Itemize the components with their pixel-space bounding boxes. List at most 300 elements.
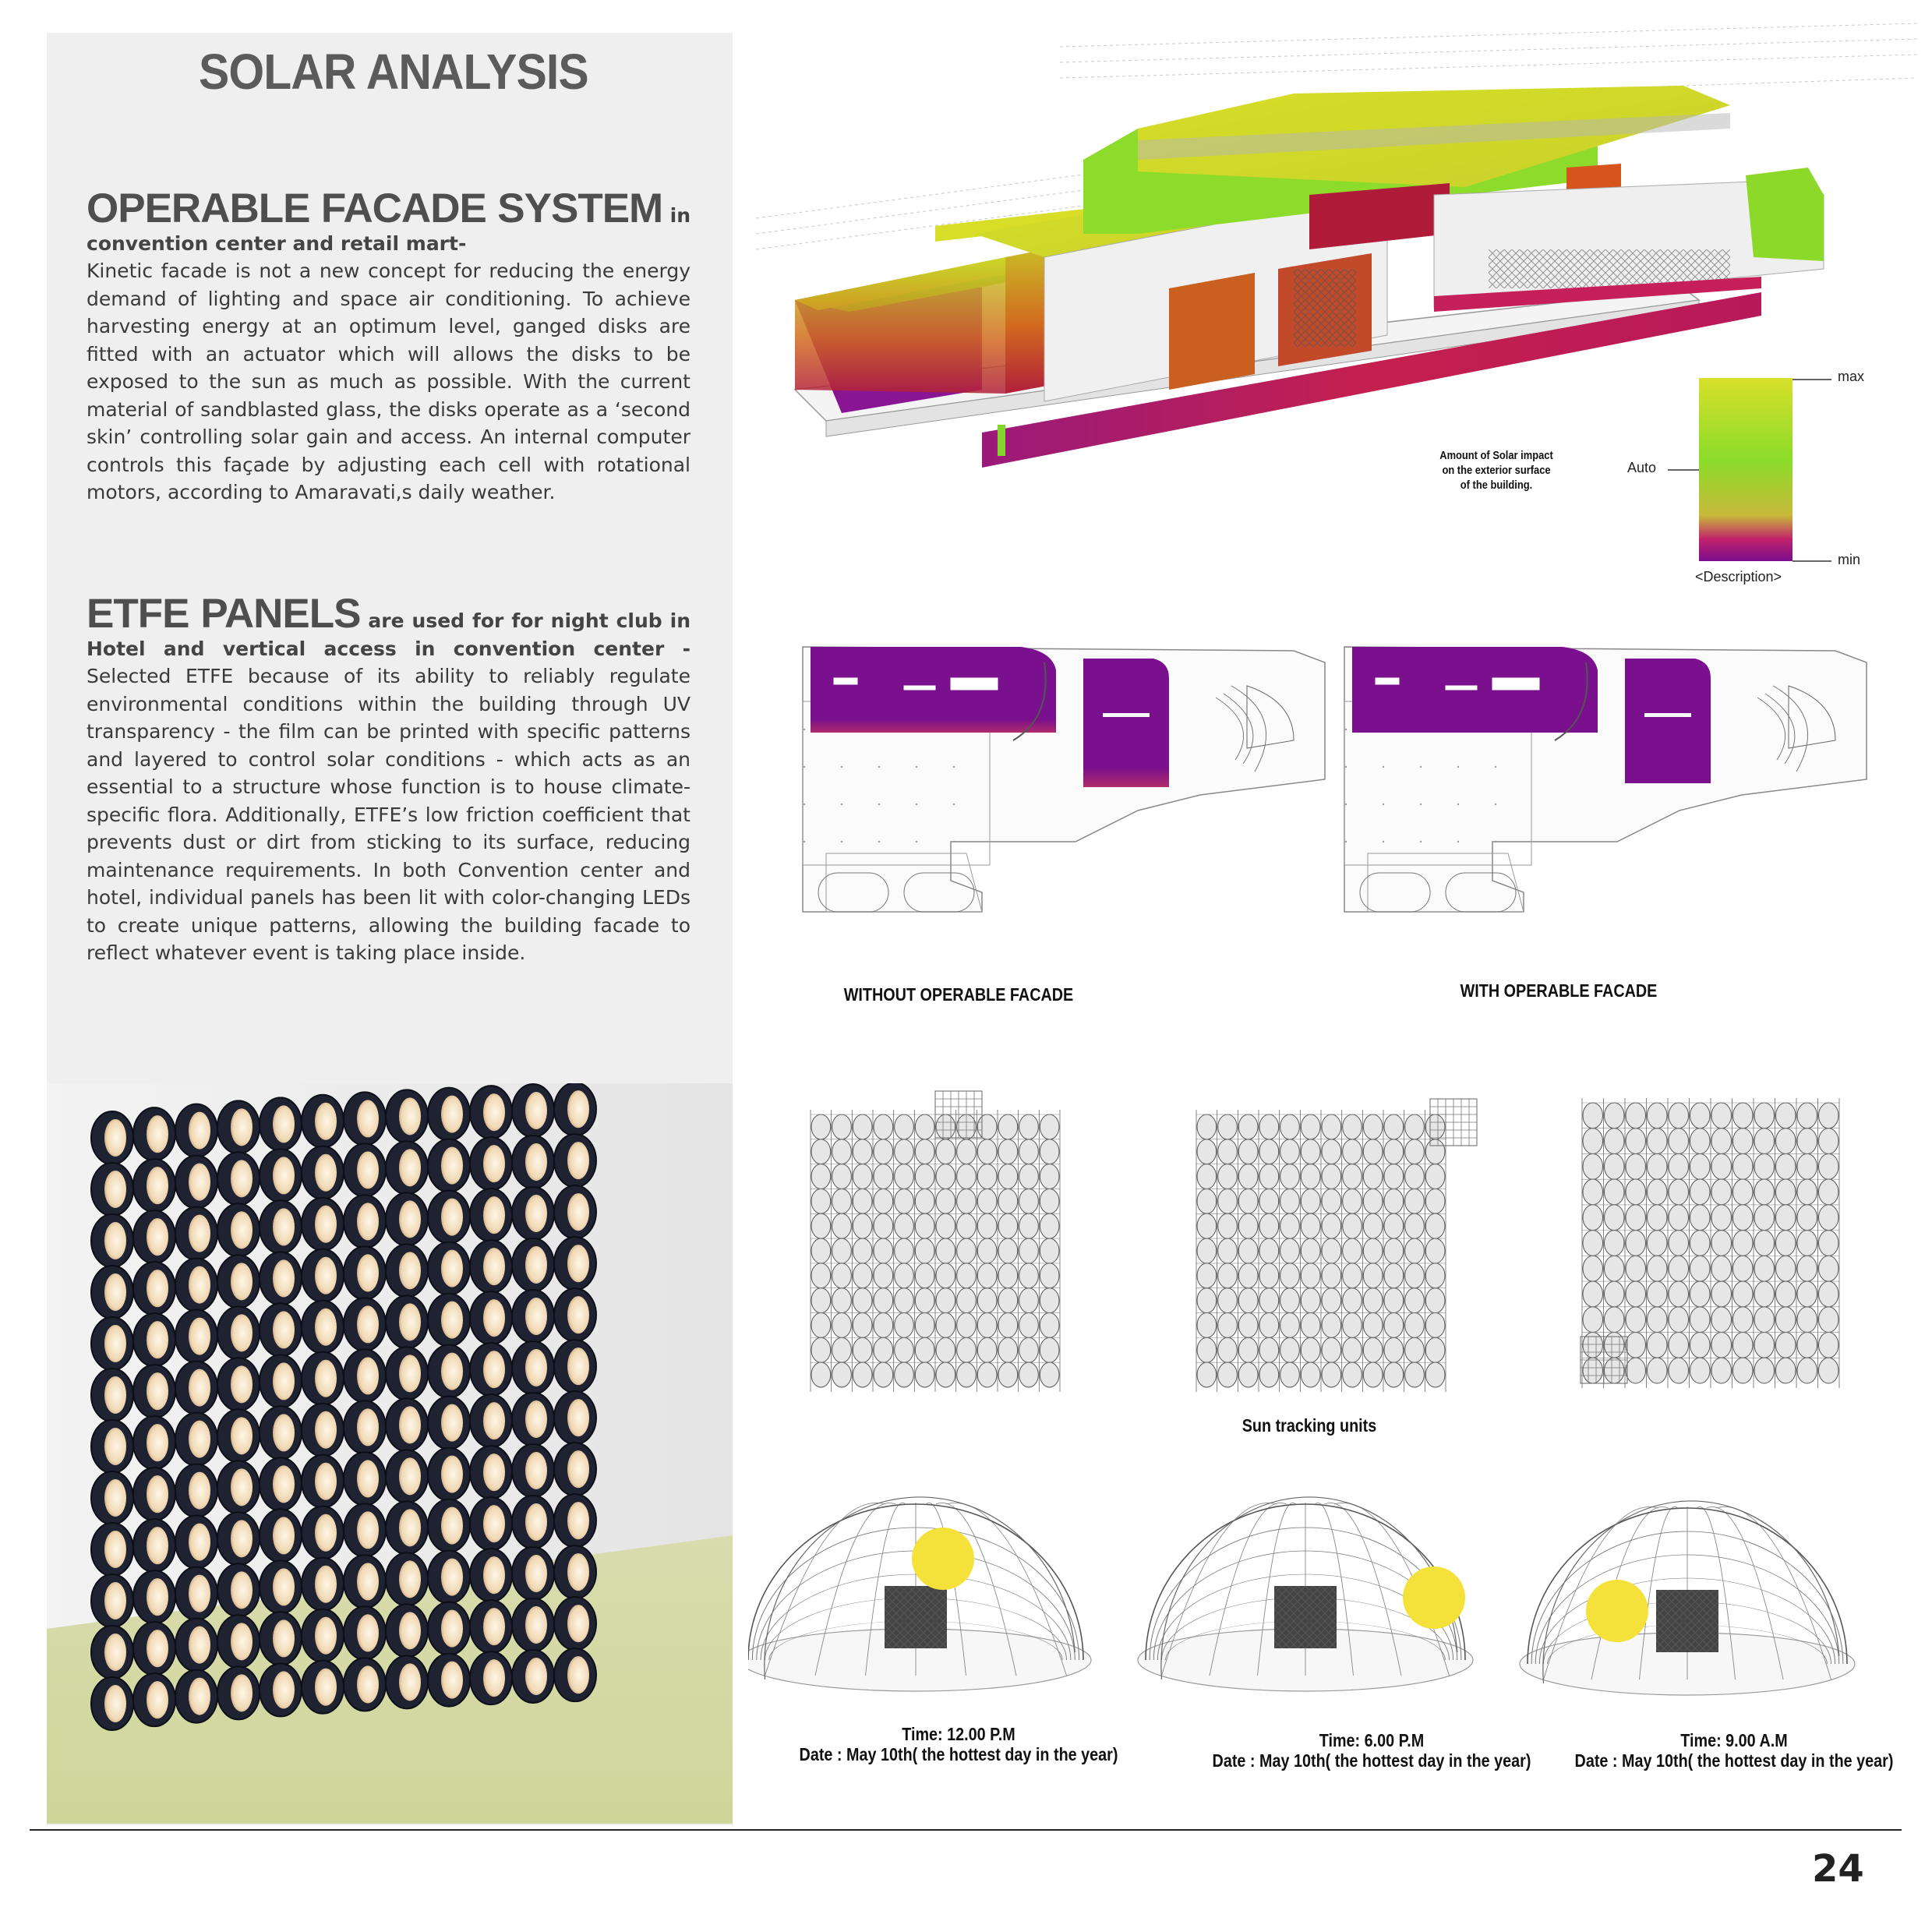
tracking-disk — [936, 1238, 955, 1263]
tracking-disk — [1776, 1281, 1796, 1307]
tracking-disk — [1605, 1128, 1625, 1154]
tracking-disk — [936, 1313, 955, 1338]
tracking-disk — [1259, 1238, 1279, 1263]
facade-disk — [428, 1602, 470, 1655]
tracking-disk — [1218, 1139, 1238, 1164]
tracking-disk — [1626, 1179, 1646, 1205]
tracking-disk — [1648, 1179, 1668, 1205]
tracking-disk — [1363, 1164, 1383, 1189]
tracking-disk — [1605, 1231, 1625, 1256]
tracking-disk — [915, 1313, 934, 1338]
tracking-disk — [1301, 1288, 1320, 1313]
tracking-disk — [1776, 1179, 1796, 1205]
facade-disk — [133, 1107, 175, 1160]
tracking-disk — [1197, 1164, 1217, 1189]
tracking-disk — [1776, 1231, 1796, 1256]
tracking-disk — [977, 1337, 997, 1362]
tracking-disk — [1626, 1231, 1646, 1256]
tracking-disk — [1218, 1189, 1238, 1213]
scene-morning-time: Time: 9.00 A.M — [1680, 1730, 1788, 1750]
tracking-disk — [1797, 1256, 1817, 1281]
facade-disk — [428, 1499, 470, 1552]
tracking-disk — [957, 1263, 977, 1288]
facade-disk — [91, 1369, 133, 1422]
operable-facade-lead: in convention center and retail mart- — [87, 204, 691, 255]
facade-disk — [175, 1516, 217, 1569]
facade-disk — [554, 1083, 596, 1136]
facade-disk — [554, 1134, 596, 1187]
tracking-disk — [1322, 1139, 1341, 1164]
scene-morning-caption — [1574, 1730, 1895, 1771]
facade-disk — [133, 1673, 175, 1726]
facade-disk — [302, 1455, 344, 1508]
facade-disk — [344, 1298, 386, 1351]
tracking-disk — [832, 1189, 852, 1213]
facade-disk — [260, 1149, 302, 1202]
tracking-disk — [1819, 1103, 1839, 1128]
scene-morning-date: Date : May 10th( the hottest day in the year) — [1574, 1750, 1894, 1771]
scene-noon-time: Time: 12.00 P.M — [902, 1724, 1015, 1744]
tracking-disk — [1776, 1307, 1796, 1333]
facade-disk — [554, 1545, 596, 1598]
facade-disk — [217, 1358, 260, 1411]
facade-disk — [133, 1570, 175, 1623]
tracking-disk — [1754, 1179, 1775, 1205]
tracking-disk — [957, 1313, 977, 1338]
scene-noon-caption — [758, 1724, 1160, 1764]
etfe-heading: ETFE PANELS — [87, 591, 361, 637]
facade-disk — [133, 1468, 175, 1521]
scene-evening-date: Date : May 10th( the hottest day in the year) — [1212, 1750, 1531, 1771]
tracking-disk — [1301, 1238, 1320, 1263]
tracking-disk — [1626, 1256, 1646, 1281]
tracking-disk — [1343, 1189, 1362, 1213]
facade-disk — [175, 1104, 217, 1157]
tracking-disk — [1197, 1362, 1217, 1387]
tracking-disk — [1197, 1238, 1217, 1263]
facade-disk — [428, 1654, 470, 1707]
facade-disk — [175, 1619, 217, 1672]
tracking-disk — [1648, 1281, 1668, 1307]
facade-disk — [428, 1397, 470, 1450]
facade-disk — [554, 1443, 596, 1496]
tracking-disk — [1819, 1333, 1839, 1358]
tracking-disk — [915, 1238, 934, 1263]
tracking-disk — [1019, 1313, 1039, 1338]
tracking-disk — [1690, 1358, 1711, 1383]
tracking-disk — [1259, 1313, 1279, 1338]
tracking-disk — [1384, 1288, 1404, 1313]
tracking-disk — [1019, 1164, 1039, 1189]
facade-disk — [428, 1345, 470, 1398]
tracking-disk — [853, 1288, 872, 1313]
tracking-disk — [1648, 1307, 1668, 1333]
facade-disk — [512, 1238, 554, 1291]
tracking-disk — [977, 1189, 997, 1213]
facade-disk — [175, 1413, 217, 1466]
facade-disk — [302, 1609, 344, 1662]
tracking-disk — [915, 1189, 934, 1213]
tracking-disk — [1754, 1205, 1775, 1231]
facade-disk — [302, 1404, 344, 1457]
tracking-disk — [811, 1164, 831, 1189]
tracking-disk — [1322, 1189, 1341, 1213]
tracking-disk — [1690, 1179, 1711, 1205]
tracking-disk — [1648, 1103, 1668, 1128]
tracking-disk — [1197, 1337, 1217, 1362]
tracking-disk — [1669, 1231, 1689, 1256]
tracking-disk — [1776, 1205, 1796, 1231]
tracking-disk — [998, 1288, 1018, 1313]
tracking-disk — [1197, 1313, 1217, 1338]
tracking-disk — [853, 1238, 872, 1263]
tracking-disk — [1218, 1337, 1238, 1362]
facade-disk — [260, 1406, 302, 1459]
facade-disk — [512, 1290, 554, 1343]
tracking-disk — [1733, 1128, 1754, 1154]
facade-disk — [302, 1558, 344, 1611]
tracking-disk — [1238, 1288, 1258, 1313]
tracking-disk — [853, 1139, 872, 1164]
tracking-disk — [1259, 1263, 1279, 1288]
tracking-disk — [915, 1337, 934, 1362]
tracking-disk — [936, 1288, 955, 1313]
tracking-disk — [1711, 1231, 1732, 1256]
tracking-disk — [936, 1139, 955, 1164]
tracking-disk — [1363, 1288, 1383, 1313]
tracking-disk — [1343, 1164, 1362, 1189]
tracking-disk — [1425, 1313, 1445, 1338]
sun-tracking-grid-2 — [1196, 1099, 1477, 1392]
facade-disk — [260, 1355, 302, 1407]
facade-disk — [470, 1137, 512, 1190]
tracking-disk — [1605, 1103, 1625, 1128]
tracking-disk — [1819, 1281, 1839, 1307]
tracking-disk — [1238, 1313, 1258, 1338]
solar-impact-note — [1403, 448, 1591, 493]
facade-disk — [428, 1191, 470, 1244]
tracking-disk — [936, 1263, 955, 1288]
tracking-disk — [1605, 1307, 1625, 1333]
tracking-disk — [1690, 1153, 1711, 1179]
tracking-disk — [1776, 1153, 1796, 1179]
tracking-disk — [1384, 1337, 1404, 1362]
tracking-disk — [998, 1337, 1018, 1362]
operable-facade-body: Kinetic facade is not a new concept for reducing the energy demand of lighting and space air conditioning. To achieve harvesting energy at an optimum level, ganged disks are fitted with an actuator which will allows the disks to be exposed to the sun as much as possible. With the current material of sandblasted glass, the disks operate as a ‘second skin’ controlling solar gain and access. An internal computer controls this façade by adjusting each cell with rotational motors, according to Amaravati,s daily weather. — [87, 260, 691, 503]
tracking-disk — [1343, 1114, 1362, 1139]
tracking-disk — [1648, 1128, 1668, 1154]
facade-disk — [512, 1136, 554, 1189]
tracking-disk — [1776, 1256, 1796, 1281]
facade-disk — [344, 1452, 386, 1505]
tracking-disk — [1733, 1333, 1754, 1358]
tracking-disk — [1197, 1139, 1217, 1164]
tracking-disk — [1669, 1358, 1689, 1383]
legend-min-label: min — [1838, 552, 1861, 567]
legend-description-label: <Description> — [1695, 569, 1782, 585]
tracking-disk — [1280, 1189, 1300, 1213]
tracking-disk — [1259, 1139, 1279, 1164]
tracking-disk — [1259, 1288, 1279, 1313]
tracking-disk — [895, 1263, 914, 1288]
tracking-disk — [1754, 1256, 1775, 1281]
tracking-disk — [1605, 1333, 1625, 1358]
tracking-disk — [811, 1288, 831, 1313]
tracking-disk — [1583, 1103, 1603, 1128]
facade-disk — [386, 1347, 428, 1400]
facade-disk — [217, 1563, 260, 1616]
tracking-disk — [1238, 1362, 1258, 1387]
tracking-disk — [832, 1238, 852, 1263]
legend-auto-label: Auto — [1627, 460, 1657, 475]
facade-disk — [217, 1409, 260, 1462]
facade-disk — [260, 1097, 302, 1150]
sun-path-dome-evening — [1138, 1497, 1473, 1691]
tracking-disk — [1754, 1358, 1775, 1383]
facade-disk — [133, 1313, 175, 1366]
tracking-disk — [1363, 1238, 1383, 1263]
tracking-disk — [998, 1313, 1018, 1338]
facade-disk — [554, 1340, 596, 1393]
tracking-disk — [1819, 1179, 1839, 1205]
tracking-disk — [1583, 1179, 1603, 1205]
tracking-disk — [1280, 1337, 1300, 1362]
tracking-disk — [1754, 1307, 1775, 1333]
facade-disk — [133, 1262, 175, 1315]
tracking-disk — [1384, 1213, 1404, 1238]
tracking-disk — [853, 1164, 872, 1189]
etfe-body: Selected ETFE because of its ability to reliably regulate environmental conditions within the building through UV transparency - the film can be printed with specific patterns and layered to control solar conditions - which acts as an essential to a structure whose function is to house climate-specific flora. Additionally, ETFE’s low friction coefficient that prevents dust or dirt from sticking to its surface, reducing maintenance requirements. In both Convention center and hotel, individual panels has been lit with color-changing LEDs to create unique patterns, allowing the building facade to reflect whatever event is taking place inside. — [87, 665, 691, 964]
page-number: 24 — [1812, 1847, 1864, 1891]
facade-disk — [133, 1210, 175, 1263]
tracking-disk — [1019, 1114, 1039, 1139]
tracking-disk — [1280, 1238, 1300, 1263]
etfe-paragraph — [87, 591, 691, 967]
facade-disk — [344, 1195, 386, 1248]
facade-disk — [91, 1163, 133, 1216]
disk-panel-model — [1656, 1590, 1718, 1652]
facade-disk — [217, 1306, 260, 1359]
etfe-lead: are used for for night club in Hotel and vertical access in convention center - — [87, 609, 691, 660]
tracking-disk — [1690, 1307, 1711, 1333]
facade-disk — [512, 1444, 554, 1497]
tracking-disk — [1711, 1358, 1732, 1383]
tracking-disk — [1754, 1333, 1775, 1358]
tracking-disk — [957, 1238, 977, 1263]
tracking-disk — [1605, 1179, 1625, 1205]
tracking-disk — [1384, 1164, 1404, 1189]
tracking-disk — [1797, 1358, 1817, 1383]
tracking-disk — [874, 1313, 893, 1338]
scene-evening-time: Time: 6.00 P.M — [1319, 1730, 1425, 1750]
tracking-disk — [1733, 1205, 1754, 1231]
tracking-disk — [1197, 1288, 1217, 1313]
tracking-disk — [1405, 1288, 1425, 1313]
tracking-disk — [1301, 1139, 1320, 1164]
tracking-disk — [1197, 1189, 1217, 1213]
tracking-disk — [874, 1114, 893, 1139]
tracking-disk — [1626, 1281, 1646, 1307]
tracking-disk — [1322, 1362, 1341, 1387]
facade-disk — [302, 1352, 344, 1405]
facade-disk — [217, 1512, 260, 1565]
facade-disk — [260, 1252, 302, 1305]
facade-disk — [217, 1460, 260, 1513]
tracking-disk — [1405, 1362, 1425, 1387]
tracking-disk — [1711, 1281, 1732, 1307]
tracking-disk — [936, 1337, 955, 1362]
tracking-disk — [853, 1337, 872, 1362]
tracking-disk — [1218, 1263, 1238, 1288]
tracking-disk — [1019, 1337, 1039, 1362]
facade-disk — [554, 1391, 596, 1444]
tracking-disk — [1626, 1205, 1646, 1231]
tracking-disk — [1259, 1114, 1279, 1139]
tracking-disk — [1259, 1164, 1279, 1189]
tracking-disk — [1797, 1333, 1817, 1358]
tracking-disk — [1238, 1114, 1258, 1139]
sun-icon — [1403, 1566, 1465, 1629]
tracking-disk — [874, 1164, 893, 1189]
tracking-disk — [1343, 1238, 1362, 1263]
tracking-disk — [1648, 1153, 1668, 1179]
tracking-disk — [1711, 1128, 1732, 1154]
tracking-disk — [1669, 1205, 1689, 1231]
tracking-disk — [1019, 1189, 1039, 1213]
facade-disk — [175, 1259, 217, 1312]
tracking-disk — [957, 1362, 977, 1387]
tracking-disk — [998, 1263, 1018, 1288]
tracking-disk — [1690, 1231, 1711, 1256]
operable-facade-paragraph — [87, 185, 691, 507]
tracking-disk — [998, 1114, 1018, 1139]
tracking-disk — [1669, 1103, 1689, 1128]
tracking-disk — [895, 1362, 914, 1387]
tracking-disk — [1040, 1189, 1059, 1213]
tracking-disk — [1238, 1139, 1258, 1164]
tracking-disk — [1343, 1337, 1362, 1362]
tracking-disk — [1301, 1337, 1320, 1362]
tracking-disk — [1626, 1103, 1646, 1128]
facade-disk — [554, 1494, 596, 1547]
tracking-disk — [895, 1164, 914, 1189]
facade-disk — [302, 1198, 344, 1251]
facade-disk — [512, 1341, 554, 1394]
tracking-disk — [1733, 1358, 1754, 1383]
facade-disk — [386, 1141, 428, 1194]
facade-disk — [386, 1398, 428, 1451]
scene-evening-caption — [1184, 1730, 1559, 1771]
tracking-disk — [1301, 1362, 1320, 1387]
tracking-disk — [1690, 1256, 1711, 1281]
tracking-disk — [1363, 1362, 1383, 1387]
tracking-disk — [832, 1362, 852, 1387]
facade-disk — [344, 1555, 386, 1608]
tracking-disk — [977, 1263, 997, 1288]
facade-disk — [260, 1560, 302, 1613]
solar-analysis-drawings — [748, 0, 1932, 1870]
tracking-disk — [895, 1313, 914, 1338]
tracking-disk — [977, 1139, 997, 1164]
tracking-disk — [1733, 1307, 1754, 1333]
tracking-disk — [1384, 1313, 1404, 1338]
floor-plan-without-facade — [803, 647, 1325, 912]
tracking-disk — [1019, 1288, 1039, 1313]
tracking-disk — [1019, 1362, 1039, 1387]
tracking-disk — [957, 1139, 977, 1164]
tracking-disk — [1605, 1281, 1625, 1307]
solar-impact-note-line: of the building. — [1460, 479, 1533, 492]
tracking-disk — [1218, 1164, 1238, 1189]
facade-disk — [470, 1086, 512, 1139]
tracking-disk — [895, 1213, 914, 1238]
tracking-disk — [1322, 1337, 1341, 1362]
tracking-disk — [957, 1337, 977, 1362]
tracking-disk — [1583, 1281, 1603, 1307]
tracking-disk — [1301, 1263, 1320, 1288]
facade-disk — [133, 1622, 175, 1675]
tracking-disk — [977, 1238, 997, 1263]
tracking-disk — [811, 1114, 831, 1139]
facade-disk — [554, 1237, 596, 1290]
facade-disk — [386, 1090, 428, 1143]
tracking-disk — [1648, 1358, 1668, 1383]
tracking-disk — [936, 1189, 955, 1213]
tracking-disk — [1797, 1205, 1817, 1231]
tracking-disk — [1405, 1139, 1425, 1164]
tracking-disk — [1797, 1281, 1817, 1307]
facade-disk — [260, 1663, 302, 1716]
tracking-disk — [1605, 1256, 1625, 1281]
tracking-disk — [1384, 1238, 1404, 1263]
tracking-disk — [1040, 1362, 1059, 1387]
tracking-disk — [1605, 1153, 1625, 1179]
tracking-disk — [915, 1213, 934, 1238]
tracking-disk — [1040, 1337, 1059, 1362]
facade-disk — [512, 1187, 554, 1240]
tracking-disk — [1280, 1164, 1300, 1189]
facade-disk — [512, 1598, 554, 1651]
tracking-disk — [853, 1263, 872, 1288]
tracking-disk — [977, 1288, 997, 1313]
tracking-disk — [895, 1114, 914, 1139]
facade-disk — [554, 1648, 596, 1701]
tracking-disk — [1040, 1263, 1059, 1288]
tracking-disk — [874, 1189, 893, 1213]
tracking-disk — [1754, 1281, 1775, 1307]
sun-icon — [912, 1528, 974, 1590]
tracking-disk — [915, 1288, 934, 1313]
facade-disk — [302, 1661, 344, 1714]
tracking-disk — [1797, 1231, 1817, 1256]
tracking-disk — [1322, 1114, 1341, 1139]
tracking-disk — [1238, 1164, 1258, 1189]
tracking-disk — [1797, 1307, 1817, 1333]
legend-max-label: max — [1838, 369, 1865, 384]
facade-disk — [470, 1240, 512, 1293]
tracking-disk — [1819, 1205, 1839, 1231]
tracking-disk — [1711, 1256, 1732, 1281]
tracking-disk — [1425, 1189, 1445, 1213]
tracking-disk — [1626, 1128, 1646, 1154]
tracking-disk — [1259, 1362, 1279, 1387]
tracking-disk — [1711, 1333, 1732, 1358]
facade-disk — [175, 1156, 217, 1209]
disk-panel-model — [1274, 1586, 1337, 1648]
tracking-disk — [1776, 1103, 1796, 1128]
tracking-disk — [1384, 1114, 1404, 1139]
tracking-disk — [853, 1114, 872, 1139]
